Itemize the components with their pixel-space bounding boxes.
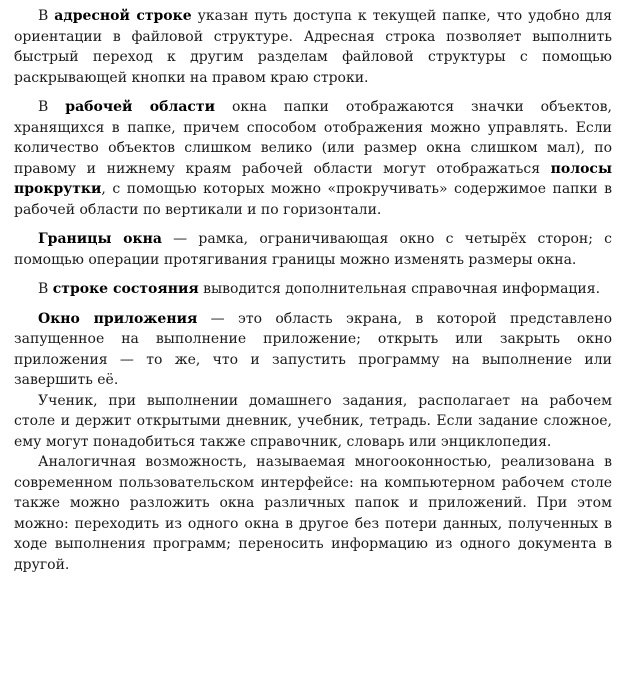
text-run: В bbox=[38, 99, 66, 115]
term-window-borders: Границы окна bbox=[38, 231, 162, 247]
text-run: , с помощью которых можно «прокручивать» содержимое папки в рабочей области по вертикали и по горизонтали. bbox=[14, 181, 612, 218]
text-run: В bbox=[38, 8, 55, 24]
paragraph-multiwindow bbox=[14, 452, 612, 575]
paragraph-work-area bbox=[14, 97, 612, 220]
text-run: В bbox=[38, 281, 53, 297]
term-status-bar: строке состояния bbox=[52, 281, 199, 297]
text-run: указан путь доступа к текущей папке, что удобно для ориентации в файловой структуре. Адресная строка позволяет выполнить быстрый переход к другим разделам файловой структуры с помощью раскрывающей кнопки на правом краю строки. bbox=[14, 8, 612, 86]
term-application-window: Окно приложения bbox=[38, 310, 198, 327]
text-run: Ученик, при выполнении домашнего задания, располагает на рабочем столе и держит открытыми дневник, учебник, тетрадь. Если задание сложное, ему могут понадобиться также справочник, словарь или энциклопедия. bbox=[14, 392, 612, 450]
paragraph-application-window bbox=[14, 309, 612, 391]
term-work-area: рабочей области bbox=[65, 99, 215, 115]
text-run: выводится дополнительная справочная информация. bbox=[198, 281, 601, 297]
document-page bbox=[14, 6, 612, 575]
paragraph-address-bar bbox=[14, 6, 612, 88]
text-run: Аналогичная возможность, называемая многооконностью, реализована в современном пользовательском интерфейсе: на компьютерном рабочем столе также можно разложить окна различных папок и приложений. При этом можно: переходить из одного окна в другое без потери данных, полученных в ходе выполнения программ; переносить информацию из одного документа в другой. bbox=[14, 454, 612, 573]
paragraph-student-example bbox=[14, 391, 612, 453]
term-address-bar: адресной строке bbox=[54, 8, 192, 24]
text-run: — это область экрана, в которой представлено запущенное на выполнение приложение; открыть или закрыть окно приложения — то же, что и запустить программу на выполнение или завершить её. bbox=[14, 310, 612, 388]
paragraph-window-borders bbox=[14, 229, 612, 270]
paragraph-status-bar bbox=[14, 279, 612, 300]
text-run: окна папки отображаются значки объектов, хранящихся в папке, причем способом отображения можно управлять. Если количество объектов слишком велико (или размер окна слишком мал), по правому и нижнему краям рабочей области могут отображаться bbox=[14, 99, 612, 177]
text-run: — рамка, ограничивающая окно с четырёх сторон; с помощью операции протягивания границы можно изменять размеры окна. bbox=[14, 231, 612, 268]
term-scrollbars: полосы прокрутки bbox=[14, 160, 612, 197]
